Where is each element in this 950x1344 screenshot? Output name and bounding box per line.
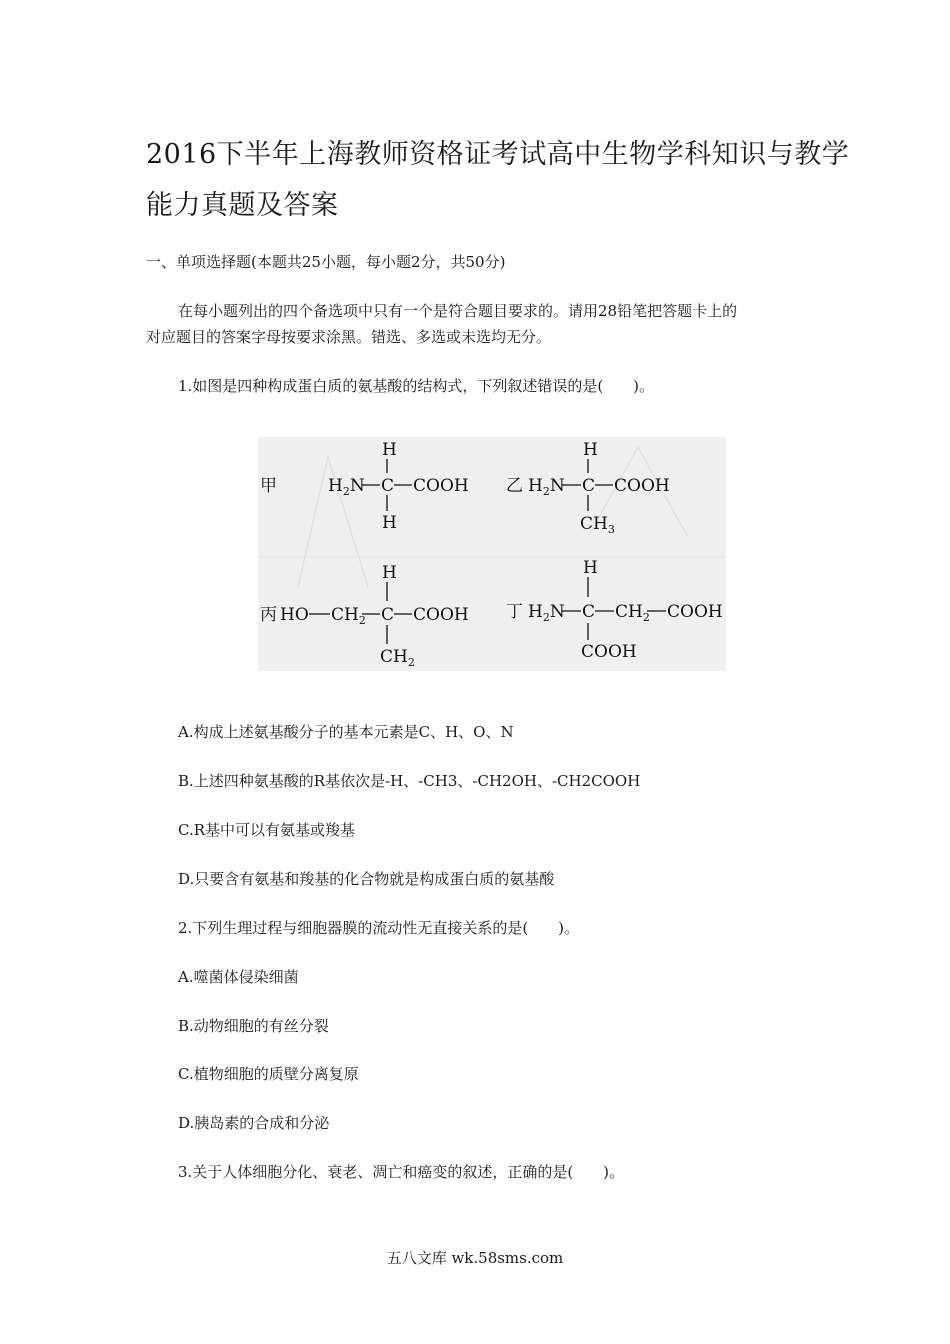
question-1-option-c: C.R基中可以有氨基或羧基 — [178, 821, 356, 839]
ding-cooh: COOH — [667, 602, 723, 622]
bing-ho: HO — [280, 605, 309, 625]
yi-ch3: $CH_3$ — [580, 514, 615, 536]
bing-ch2: $CH_2$ — [331, 605, 366, 627]
label-ding: 丁 — [506, 602, 523, 622]
yi-alpha-c: C — [582, 476, 596, 496]
question-2-option-b: B.动物细胞的有丝分裂 — [178, 1017, 329, 1035]
yi-top-h: H — [583, 440, 598, 460]
question-2-option-d: D.胰岛素的合成和分泌 — [178, 1114, 330, 1132]
ding-alpha-c: C — [582, 602, 596, 622]
instructions-line-1: 在每小题列出的四个备选项中只有一个是符合题目要求的。请用28铅笔把答题卡上的 — [178, 302, 738, 320]
jia-alpha-c: C — [381, 476, 395, 496]
label-bing: 丙 — [260, 605, 277, 625]
ding-top-h: H — [583, 558, 598, 578]
jia-bottom-h: H — [382, 513, 397, 533]
document-title-line-2: 能力真题及答案 — [146, 190, 339, 221]
question-1-option-d: D.只要含有氨基和羧基的化合物就是构成蛋白质的氨基酸 — [178, 870, 555, 888]
yi-cooh: COOH — [614, 476, 670, 496]
ding-h2n: $H_2N$ — [528, 602, 565, 624]
section-heading: 一、单项选择题(本题共25小题，每小题2分，共50分) — [146, 253, 506, 271]
question-3-stem: 3.关于人体细胞分化、衰老、凋亡和癌变的叙述，正确的是( )。 — [178, 1163, 625, 1181]
yi-h2n: $H_2N$ — [528, 476, 565, 498]
ding-ch2: $CH_2$ — [615, 602, 650, 624]
bing-alpha-c: C — [381, 605, 395, 625]
amino-acid-structure-figure — [258, 437, 726, 671]
jia-cooh: COOH — [413, 476, 469, 496]
label-jia: 甲 — [260, 476, 277, 496]
question-2-option-c: C.植物细胞的质壁分离复原 — [178, 1065, 359, 1083]
page-footer: 五八文库 wk.58sms.com — [386, 1249, 564, 1267]
question-2-stem: 2.下列生理过程与细胞器膜的流动性无直接关系的是( )。 — [178, 919, 580, 937]
bing-bottom-ch2: $CH_2$ — [380, 647, 415, 669]
jia-h2n: $H_2N$ — [328, 476, 365, 498]
jia-top-h: H — [382, 440, 397, 460]
question-1-option-b: B.上述四种氨基酸的R基依次是-H、-CH3、-CH2OH、-CH2COOH — [178, 772, 641, 790]
amino-acid-structures-svg — [258, 437, 726, 671]
instructions-line-2: 对应题目的答案字母按要求涂黑。错选、多选或未选均无分。 — [146, 328, 552, 346]
question-1-option-a: A.构成上述氨基酸分子的基本元素是C、H、O、N — [178, 723, 514, 741]
document-title-line-1: 2016下半年上海教师资格证考试高中生物学科知识与教学 — [146, 139, 850, 170]
label-yi: 乙 — [506, 476, 523, 496]
bing-cooh: COOH — [413, 605, 469, 625]
question-1-stem: 1.如图是四种构成蛋白质的氨基酸的结构式，下列叙述错误的是( )。 — [178, 377, 655, 395]
ding-bottom-cooh: COOH — [581, 642, 637, 662]
question-2-option-a: A.噬菌体侵染细菌 — [178, 968, 299, 986]
bing-top-h: H — [382, 563, 397, 583]
